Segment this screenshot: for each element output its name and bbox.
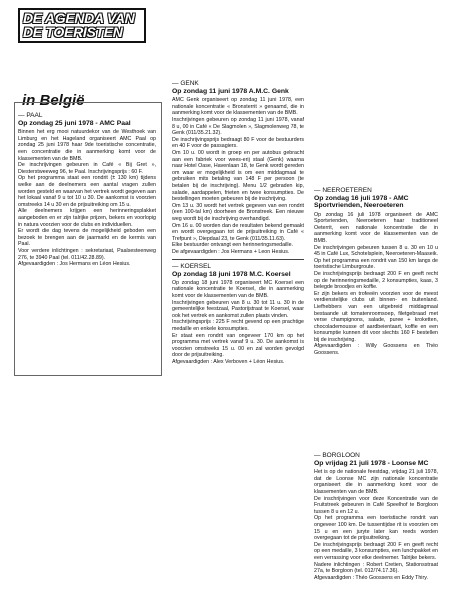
article-body: Het is op de nationale feestdag, vrijdag 21 juli 1978, dat de Loonse MC zijn nationale koncentratie organiseert die in aanmerking komt voor de klassementen van de BMB. De inschrijvingen voor deze Koncentratie van de Fruitstreek gebeuren in Café Speelhof te Borgloon tussen 8 u en 12 u. Op het programma een toeristische rondrit van ongeveer 100 km. De tussentijdse rit is voorzien om 15 u en een juryte later kan reeds worden overgegaan tot de prijsuitreiking. De inschrijvingsprijs bedraagt 200 F en geeft recht op een medaille, 3 konsumpties, een lunchpakket en een verrassing voor elke deelnemer. Talrijke bekers. Nadere inlichtingen : Robert Cretien, Stationsstraat 27a, te Borgloon (tel. 012/74.17.36). Afgevaardigden : Théo Goossens en Eddy Thiry.	[314, 469, 438, 581]
article-neeroeteren	[314, 187, 438, 357]
section-label: — NEEROETEREN	[314, 187, 438, 194]
section-label: — KOERSEL	[172, 263, 304, 270]
article-body: Op zondag 16 juli 1978 organiseert de AMC Sportvrienden, Neeroeteren haar traditioneel Oeterrit, een nationale koncentratie die in aanmerking komt voor de klassementen van de BMB. De inschrijvingen gebeuren tussen 8 u. 30 en 10 u 45 in Café Lux, Schotelsplein, Neeroeteren-Maaseik. Op het programma een rondrit van 150 km langs de toeristische Limburgroute. De inschrijvingsprijs bedraagt 200 F en geeft recht op de herinneringsmedaille, 2 konsumpties, kaas, 3 belegde broodjes en koffie. Er zijn bekers en trofeeën voorzien voor de meest verdienstelijke clubs uit binnen- en buitenland. Liefhebbers van een uitgebreid middagmaal bestaande uit tomatenroomsoep, filetgebraad met verse champignons, salade, puree + kroketten, chocolademousse of aardbeientaart, koffie en een konsumptie kunnen dit voor slechts 160 F bestellen bij de inschrijving. Afgevaardigden : Willy Goossens en Théo Goossens.	[314, 211, 438, 357]
article-paal	[18, 112, 156, 268]
article-body: Op zondag 18 juni 1978 organiseert MC Koersel een nationale koncentratie te Koersel, die in aanmerking komt voor de klassementen van de BMB. Inschrijvingen gebeuren van 8 u. 30 tot 11 u. 30 in de gemeentelijke feestzaal, Pastorijstraat te Koersel, waar ook het vertrek en aankomst zullen plaats vinden. Inschrijvingsprijs : 225 F recht gevend op een prachtige medaille en enkele konsumpties. Er staat een rondrit van ongeveer 170 km op het programma met vertrek vanaf 9 u. 30. De aankomst is voorzien omstreeks 15 u. 00 en zal worden gevolgd door de prijsuitreiking. Afgevaardigden : Alex Verboven + Léon Hesius.	[172, 279, 304, 365]
masthead-line-1: DE AGENDA VAN	[23, 10, 135, 26]
article-body: Binnen het erg mooi natuurdekor van de Westhoek van Limburg en het Hageland organiseert AMC Paal op zondag 25 juni 1978 haar 9de toeristische concentratie, een concentratie die in aanmerking komt voor de klassementen van de BMB. De inschrijvingen gebeuren in Café « Bij Gret », Diesterstweeweg 96, te Paal. Inschrijvingsprijs : 60 F. Op het programma staat een rondrit (± 130 km) tijdens welke aan de deelnemers een aantal vragen zullen worden gesteld en waarvan het vertrek wordt gegeven aan het lokaal vanaf 9 u tot 10 u 30. De aankomst is voorzien omstreeks 14 u 30 en de prijsuitreiking om 15 u. Alle deelnemers krijgen een herinneringsplakket aangeboden en er zijn talrijke prijzen, bekers en voorlopig in natura voorzien voor de clubs en individuellen. Er wordt die dag tevens de mogelijkheid geboden een bezoek te brengen aan de jaarmarkt en de kermis van Paal. Voor verdere inlichtingen : sekretariaat, Paalsesteenweg 276, te 3940 Paal (tel. 011/42.28.89). Afgevaardigden : Jos Hermans en Léon Hesius.	[18, 129, 156, 268]
section-label: — PAAL	[18, 112, 156, 119]
region-heading: in België	[22, 92, 85, 109]
article-borgloon	[314, 452, 438, 581]
masthead	[18, 8, 146, 43]
article-heading: Op zondag 18 juni 1978 M.C. Koersel	[172, 270, 291, 278]
article-heading: Op zondag 11 juni 1978 A.M.C. Genk	[172, 88, 289, 95]
masthead-line-2: DE TOERISTEN	[23, 24, 123, 40]
column-middle	[172, 80, 304, 366]
section-label: — BORGLOON	[314, 452, 438, 459]
divider	[172, 259, 304, 260]
article-body: AMC Genk organiseert op zondag 11 juni 1978, een nationale koncentratie « Bronsterrit » genaamd, die in aanmerking komt voor de klassementen van de BMB. Inschrijvingen gebeuren op zondag 11 juni 1978, vanaf 8 u, 00 in Café « De Slagmolen », Slagmolenweg 78, te Genk (011/35.21.32). De inschrijvingsprijs bedraagt 80 F voor de bestuurders en 40 F voor de passagiers. Om 10 u. 00 wordt in groep en per autobus gebracht aan een fabriek voor wees-erij staal (Genk) waarna naar Hotel Oase, Havenlaan 18, te Genk wordt gereden om waar er mogelijkheid is om een middagmaal te gebruiken mits betaling van 148 F per persoon (te betalen bij de inschrijving). Menu 1/2 gebraden kip, salade, aardappelen, frieten en twee konsumpties. De bestellingen moeten gebeuren bij de inschrijving. Om 13 u. 30 wordt het vertrek gegeven van een rondrit (een 100-tal km) doorheen de Bronstreek. Een nieuwe weg wordt bij de inschrijving overhandigd. Om 16 u. 00 worden dan de resultaten bekend gemaakt en wordt overgegaan tot de prijsuitreiking in Café « Trefpunt », Diepdaal 23, te Genk (011/35.11.63). Elke bestuurder ontvangt een herinneringsmedaille. De afgevaardigden : Jos Hermans + Leon Hesius.	[172, 97, 304, 255]
article-genk	[172, 80, 304, 256]
article-koersel	[172, 263, 304, 366]
article-heading: Op vrijdag 21 juli 1978 - Loonse MC	[314, 460, 429, 467]
article-heading: Op zondag 16 juli 1978 - AMC Sportvrienden, Neeroeteren	[314, 195, 409, 210]
section-label: — GENK	[172, 80, 304, 87]
article-heading: Op zondag 25 juni 1978 - AMC Paal	[18, 120, 131, 127]
